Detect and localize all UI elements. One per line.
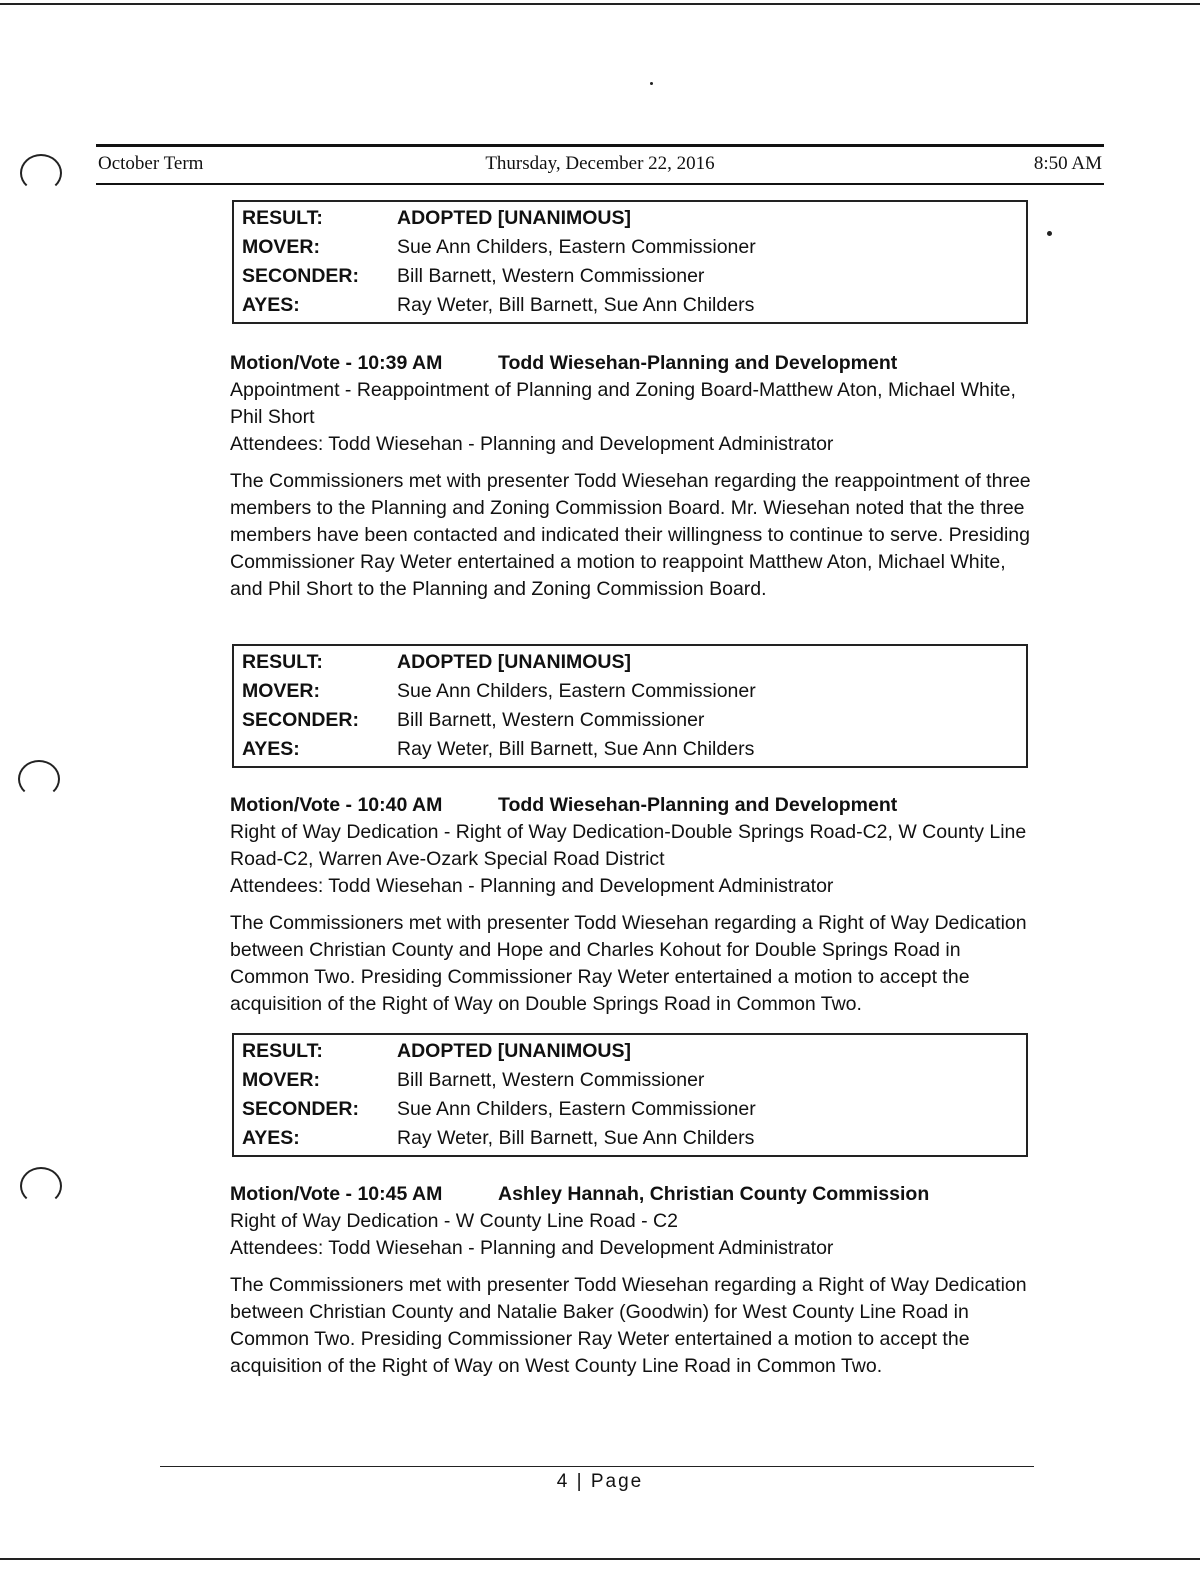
vote-ayes: Ray Weter, Bill Barnett, Sue Ann Childers xyxy=(397,1127,755,1149)
motion-heading xyxy=(230,1181,1040,1208)
vote-label: RESULT: xyxy=(242,207,323,229)
vote-label: AYES: xyxy=(242,738,300,760)
vote-row-ayes xyxy=(242,735,1026,764)
header-date: Thursday, December 22, 2016 xyxy=(485,153,715,174)
vote-mover: Sue Ann Childers, Eastern Commissioner xyxy=(397,680,756,702)
motion-title: Motion/Vote - 10:39 AM xyxy=(230,352,443,374)
vote-label: RESULT: xyxy=(242,651,323,673)
motion-block xyxy=(230,1181,1040,1380)
vote-ayes: Ray Weter, Bill Barnett, Sue Ann Childers xyxy=(397,738,755,760)
vote-label: RESULT: xyxy=(242,1040,323,1062)
header-rule-bottom xyxy=(96,183,1104,185)
motion-item: Right of Way Dedication - Right of Way Dedication-Double Springs Road-C2, W County Line Road-C2, Warren Ave-Ozark Special Road District xyxy=(230,821,1027,870)
vote-mover: Bill Barnett, Western Commissioner xyxy=(397,1069,705,1091)
vote-label: AYES: xyxy=(242,294,300,316)
vote-table xyxy=(232,1033,1028,1157)
motion-attendees: Attendees: Todd Wiesehan - Planning and Development Administrator xyxy=(230,433,834,455)
motion-body: The Commissioners met with presenter Todd Wiesehan regarding the reappointment of three members to the Planning and Zoning Commission Board. Mr. Wiesehan noted that the three members have been contacted and indicated their willingness to continue to serve. Presiding Commissioner Ray Weter entertained a motion to reappoint Matthew Aton, Michael White, and Phil Short to the Planning and Zoning Commission Board. xyxy=(230,470,1031,600)
motion-block xyxy=(230,792,1040,1018)
binder-hole xyxy=(18,760,60,798)
vote-row-seconder xyxy=(242,1095,1026,1124)
motion-heading xyxy=(230,350,1040,377)
motion-title: Motion/Vote - 10:40 AM xyxy=(230,794,443,816)
scan-edge-bottom xyxy=(0,1558,1200,1560)
vote-label: SECONDER: xyxy=(242,1098,360,1120)
vote-row-seconder xyxy=(242,706,1026,735)
vote-label: SECONDER: xyxy=(242,265,360,287)
motion-heading xyxy=(230,792,1040,819)
header-rule-top xyxy=(96,144,1104,147)
footer-rule xyxy=(160,1466,1034,1467)
vote-label: SECONDER: xyxy=(242,709,360,731)
vote-result: ADOPTED [UNANIMOUS] xyxy=(397,207,631,229)
vote-row-ayes xyxy=(242,291,1026,320)
vote-result: ADOPTED [UNANIMOUS] xyxy=(397,651,631,673)
vote-label: MOVER: xyxy=(242,1069,320,1091)
motion-attendees: Attendees: Todd Wiesehan - Planning and Development Administrator xyxy=(230,875,834,897)
motion-attendees: Attendees: Todd Wiesehan - Planning and Development Administrator xyxy=(230,1237,834,1259)
header-time: 8:50 AM xyxy=(1033,153,1102,174)
vote-ayes: Ray Weter, Bill Barnett, Sue Ann Childers xyxy=(397,294,755,316)
scan-speck xyxy=(650,82,653,85)
motion-body: The Commissioners met with presenter Todd Wiesehan regarding a Right of Way Dedication between Christian County and Hope and Charles Kohout for Double Springs Road in Common Two. Presiding Commissioner Ray Weter entertained a motion to accept the acquisition of the Right of Way on Double Springs Road in Common Two. xyxy=(230,912,1027,1015)
motion-title: Motion/Vote - 10:45 AM xyxy=(230,1183,443,1205)
header-term: October Term xyxy=(98,153,204,174)
vote-label: MOVER: xyxy=(242,236,320,258)
binder-hole xyxy=(20,1167,62,1205)
vote-mover: Sue Ann Childers, Eastern Commissioner xyxy=(397,236,756,258)
vote-seconder: Sue Ann Childers, Eastern Commissioner xyxy=(397,1098,756,1120)
motion-item: Right of Way Dedication - W County Line Road - C2 xyxy=(230,1210,678,1232)
vote-result: ADOPTED [UNANIMOUS] xyxy=(397,1040,631,1062)
vote-row-mover xyxy=(242,677,1026,706)
vote-row-mover xyxy=(242,1066,1026,1095)
vote-label: MOVER: xyxy=(242,680,320,702)
scan-speck xyxy=(1047,231,1052,236)
motion-body: The Commissioners met with presenter Todd Wiesehan regarding a Right of Way Dedication between Christian County and Natalie Baker (Goodwin) for West County Line Road in Common Two. Presiding Commissioner Ray Weter entertained a motion to accept the acquisition of the Right of Way on West County Line Road in Common Two. xyxy=(230,1274,1027,1377)
vote-table xyxy=(232,644,1028,768)
scan-edge-top xyxy=(0,3,1200,5)
motion-presenter: Ashley Hannah, Christian County Commission xyxy=(498,1183,930,1205)
motion-presenter: Todd Wiesehan-Planning and Development xyxy=(498,794,898,816)
page-number: 4 | Page xyxy=(556,1471,644,1492)
vote-seconder: Bill Barnett, Western Commissioner xyxy=(397,709,705,731)
vote-label: AYES: xyxy=(242,1127,300,1149)
motion-presenter: Todd Wiesehan-Planning and Development xyxy=(498,352,898,374)
vote-row-ayes xyxy=(242,1124,1026,1153)
motion-block xyxy=(230,350,1040,603)
vote-row-mover xyxy=(242,233,1026,262)
vote-seconder: Bill Barnett, Western Commissioner xyxy=(397,265,705,287)
motion-item: Appointment - Reappointment of Planning and Zoning Board-Matthew Aton, Michael White, Phil Short xyxy=(230,379,1016,428)
vote-table xyxy=(232,200,1028,324)
vote-row-seconder xyxy=(242,262,1026,291)
vote-row-result xyxy=(242,1037,1026,1066)
vote-row-result xyxy=(242,648,1026,677)
vote-row-result xyxy=(242,204,1026,233)
